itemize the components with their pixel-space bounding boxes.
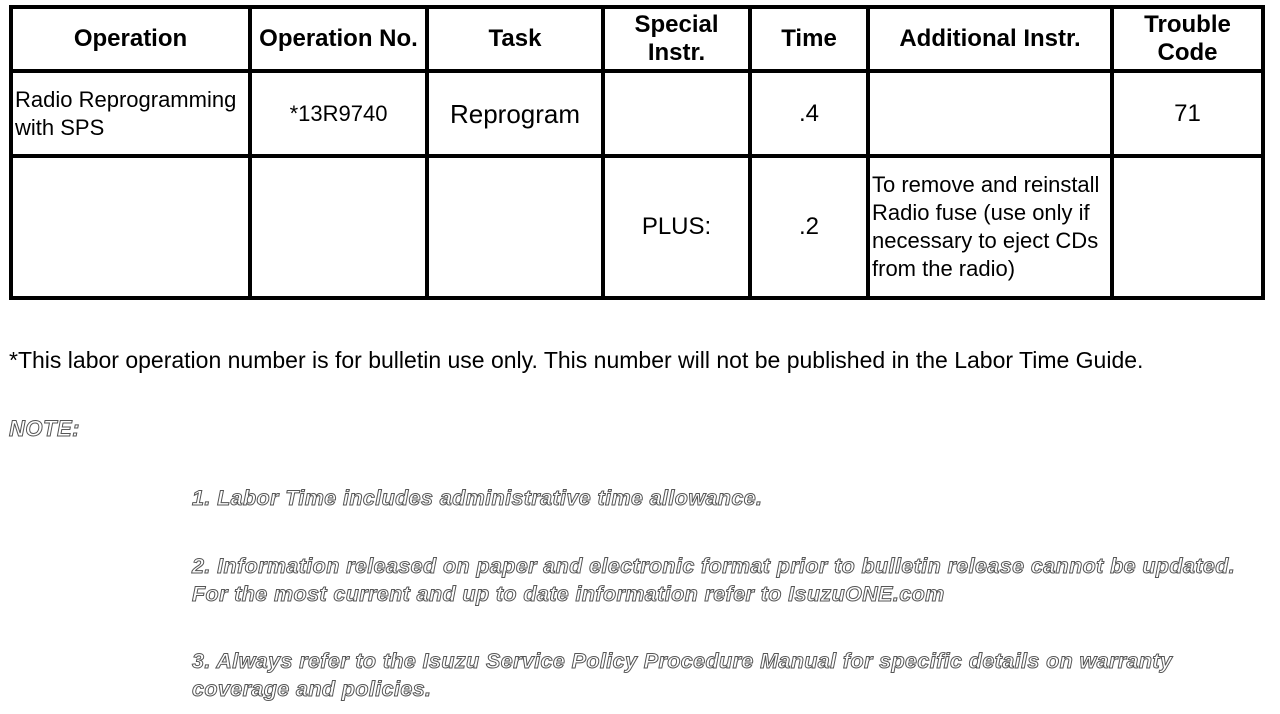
cell-task: Reprogram [427, 71, 603, 156]
cell-additional-instr [868, 71, 1112, 156]
note-heading: NOTE: [9, 416, 80, 441]
cell-time: .4 [750, 71, 868, 156]
note-item-1: 1. Labor Time includes administrative time allowance. [192, 486, 763, 510]
table-row [11, 156, 1263, 298]
header-task: Task [427, 7, 603, 71]
cell-operation: Radio Reprogramming with SPS [11, 71, 250, 156]
cell-special-instr [603, 71, 750, 156]
header-trouble-code: Trouble Code [1112, 7, 1263, 71]
header-operation: Operation [11, 7, 250, 71]
cell-special-instr: PLUS: [603, 156, 750, 298]
labor-operation-table [9, 5, 1265, 300]
cell-additional-instr: To remove and reinstall Radio fuse (use only if necessary to eject CDs from the radio) [868, 156, 1112, 298]
header-time: Time [750, 7, 868, 71]
labor-footnote: *This labor operation number is for bulletin use only. This number will not be published in the Labor Time Guide. [9, 347, 1144, 373]
note-item-2: 2. Information released on paper and electronic format prior to bulletin release cannot be updated. For the most current and up to date information refer to IsuzuONE.com [192, 554, 1236, 606]
cell-time: .2 [750, 156, 868, 298]
cell-operation-no [250, 156, 427, 298]
header-special-instr: Special Instr. [603, 7, 750, 71]
cell-operation-no: *13R9740 [250, 71, 427, 156]
cell-task [427, 156, 603, 298]
header-additional-instr: Additional Instr. [868, 7, 1112, 71]
cell-operation [11, 156, 250, 298]
note-item-3: 3. Always refer to the Isuzu Service Policy Procedure Manual for specific details on warranty coverage and policies. [192, 649, 1173, 701]
table-row [11, 71, 1263, 156]
cell-trouble-code [1112, 156, 1263, 298]
table-header-row [11, 7, 1263, 71]
cell-trouble-code: 71 [1112, 71, 1263, 156]
header-operation-no: Operation No. [250, 7, 427, 71]
